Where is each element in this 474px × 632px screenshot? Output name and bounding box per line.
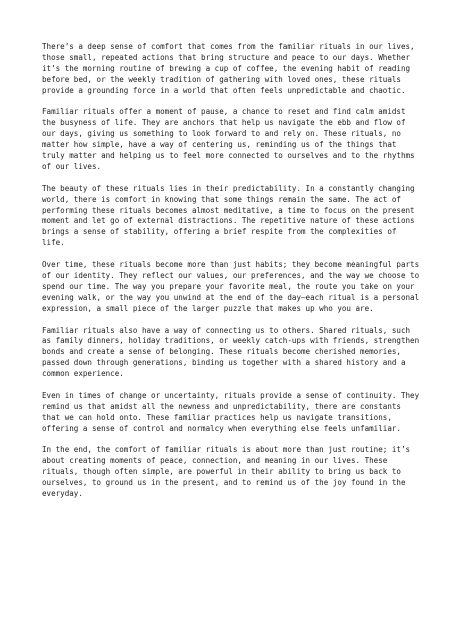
document-body xyxy=(42,42,436,511)
text-line: rituals, though often simple, are powerful in their ability to bring us back to xyxy=(42,467,401,477)
text-line: remind us that amidst all the newness and unpredictability, there are constants xyxy=(42,401,401,411)
text-line: There’s a deep sense of comfort that comes from the familiar rituals in our lives, xyxy=(42,42,415,51)
text-line: The beauty of these rituals lies in their predictability. In a constantly changing xyxy=(42,183,415,193)
text-line: evening walk, or the way you unwind at the end of the day—each ritual is a personal xyxy=(42,292,420,302)
text-line: performing these rituals becomes almost meditative, a time to focus on the present xyxy=(42,205,415,215)
text-line: Even in times of change or uncertainty, rituals provide a sense of continuity. They xyxy=(42,390,420,400)
paragraph xyxy=(42,445,436,500)
text-line: life. xyxy=(42,238,65,248)
paragraph xyxy=(42,107,436,172)
text-line: matter how simple, have a way of centering us, reminding us of the things that xyxy=(42,140,397,150)
text-line: spend our time. The way you prepare your favorite meal, the route you take on your xyxy=(42,281,415,291)
paragraph xyxy=(42,326,436,381)
text-line: our days, giving us something to look forward to and rely on. These rituals, no xyxy=(42,129,401,139)
text-line: of our lives. xyxy=(42,161,102,171)
text-line: expression, a small piece of the larger puzzle that makes up who you are. xyxy=(42,303,374,313)
text-line: truly matter and helping us to feel more connected to ourselves and to the rhythms xyxy=(42,151,415,161)
text-line: brings a sense of stability, offering a brief respite from the complexities of xyxy=(42,227,397,237)
text-line: of our identity. They reflect our values, our preferences, and the way we choose to xyxy=(42,270,420,280)
text-line: offering a sense of control and normalcy when everything else feels unfamiliar. xyxy=(42,423,401,433)
text-line: that we can hold onto. These familiar practices help us navigate transitions, xyxy=(42,412,392,422)
text-line: passed down through generations, binding us together with a shared history and a xyxy=(42,358,406,368)
text-line: the busyness of life. They are anchors that help us navigate the ebb and flow of xyxy=(42,118,406,128)
paragraph xyxy=(42,42,436,97)
text-line: In the end, the comfort of familiar rituals is about more than just routine; it’s xyxy=(42,445,411,455)
text-line: Familiar rituals offer a moment of pause, a chance to reset and find calm amidst xyxy=(42,107,406,117)
paragraph xyxy=(42,184,436,249)
text-line: before bed, or the weekly tradition of gathering with loved ones, these rituals xyxy=(42,74,401,84)
paragraph xyxy=(42,391,436,435)
text-line: Over time, these rituals become more than just habits; they become meaningful parts xyxy=(42,260,420,270)
text-line: those small, repeated actions that bring structure and peace to our days. Whether xyxy=(42,52,411,62)
text-line: common experience. xyxy=(42,369,124,379)
text-line: everyday. xyxy=(42,489,83,499)
text-line: it’s the morning routine of brewing a cup of coffee, the evening habit of reading xyxy=(42,63,411,73)
text-line: about creating moments of peace, connection, and meaning in our lives. These xyxy=(42,456,388,466)
text-line: as family dinners, holiday traditions, or weekly catch-ups with friends, strengthen xyxy=(42,336,420,346)
text-line: bonds and create a sense of belonging. These rituals become cherished memories, xyxy=(42,347,401,357)
paragraph xyxy=(42,260,436,315)
text-line: Familiar rituals also have a way of connecting us to others. Shared rituals, such xyxy=(42,325,411,335)
text-line: moment and let go of external distractions. The repetitive nature of these actions xyxy=(42,216,415,226)
text-line: world, there is comfort in knowing that some things remain the same. The act of xyxy=(42,194,401,204)
text-line: provide a grounding force in a world that often feels unpredictable and chaotic. xyxy=(42,85,406,95)
text-line: ourselves, to ground us in the present, and to remind us of the joy found in the xyxy=(42,478,406,488)
